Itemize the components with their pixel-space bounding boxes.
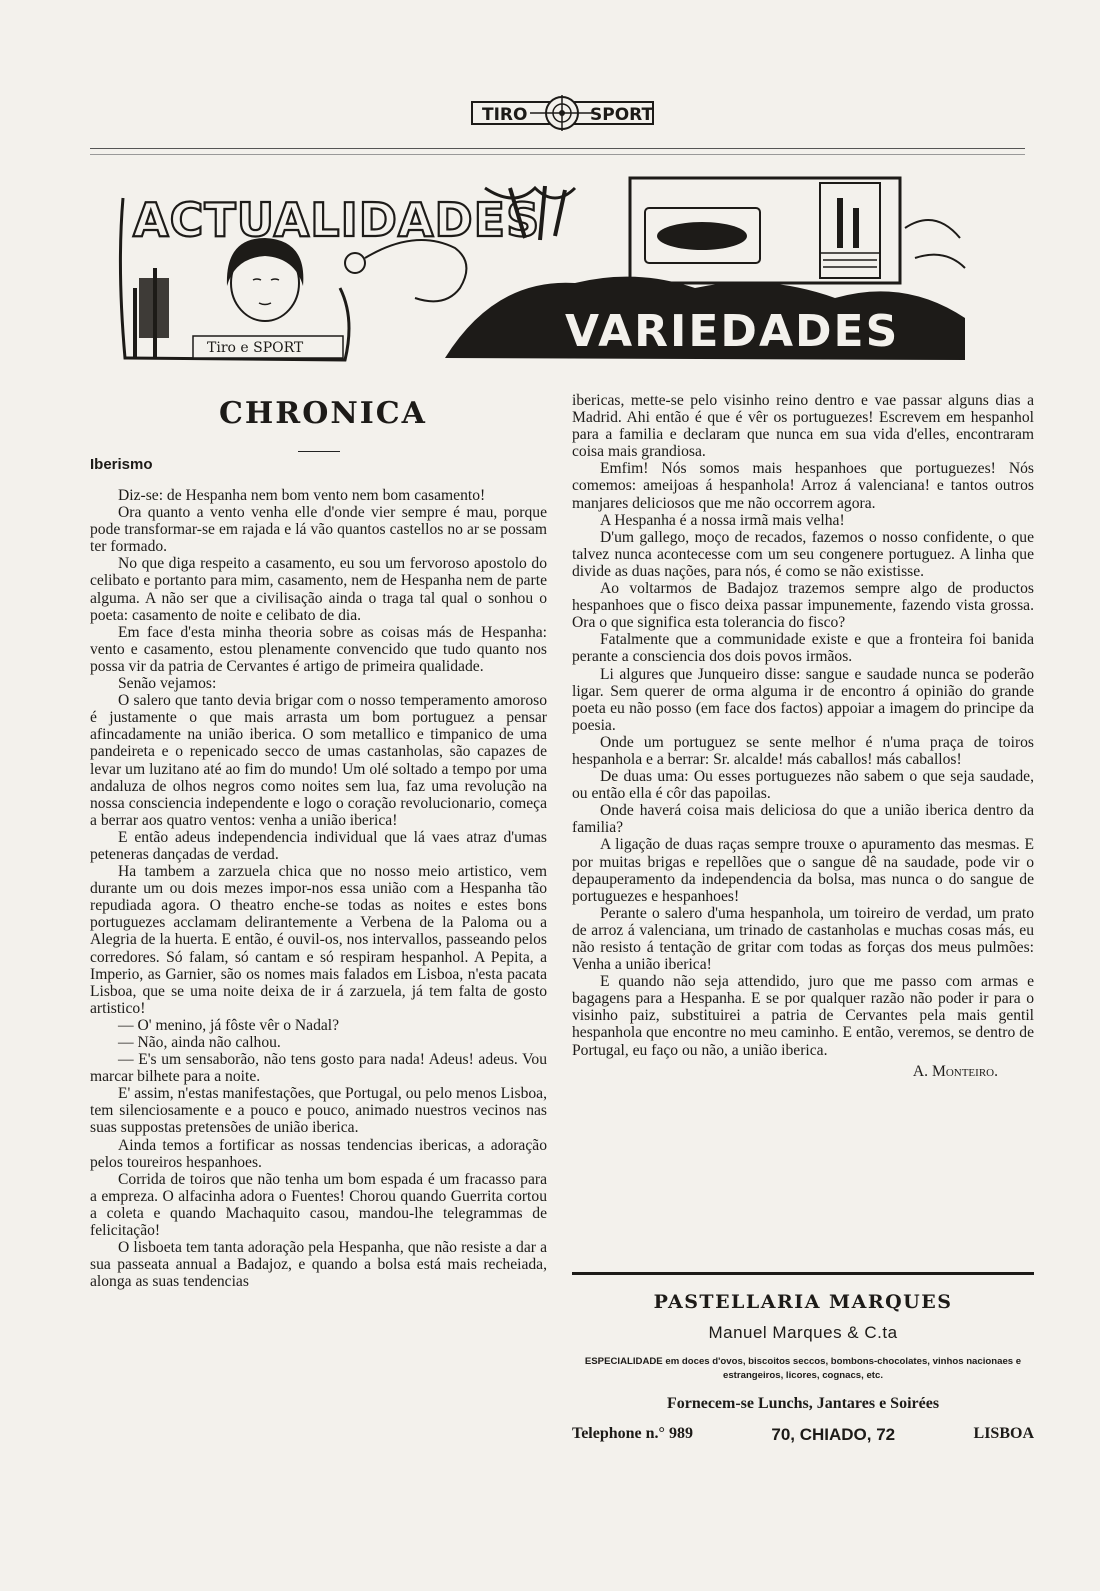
paragraph: O lisboeta tem tanta adoração pela Hespanha, que não resiste a dar a sua passeata annual a Badajoz, e quando a bolsa está mais recheiada, alonga as suas tendencias xyxy=(90,1239,547,1291)
paragraph: Em face d'esta minha theoria sobre as coisas más de Hespanha: vento e casamento, estou plenamente convencido que tudo quanto nos possa vir da patria de Cervantes é artigo de primeira qualidade. xyxy=(90,623,547,675)
advert-specialty: ESPECIALIDADE em doces d'ovos, biscoitos seccos, bombons-chocolates, vinhos nacionaes e estrangeiros, licores, cognacs, etc. xyxy=(584,1356,1022,1381)
svg-text:SPORT: SPORT xyxy=(590,105,654,125)
paragraph: A ligação de duas raças sempre trouxe o apuramento das mesmas. E por muitas brigas e repellões que o sangue dê na saudade, pode vir o depauperamento da independencia da bolsa, mas nunca o do sangue de portuguezes e hespanhoes! xyxy=(572,836,1034,905)
paragraph: Perante o salero d'uma hespanhola, um toireiro de verdad, um prato de arroz á valenciana, um trinado de castanholas e muchas cosas más, eu não resisto á tentação de gritar com todas as forças dos meus pulmões: Venha a união iberica! xyxy=(572,904,1034,974)
article-column-left xyxy=(90,487,547,1290)
advert-name: PASTELLARIA MARQUES xyxy=(653,1291,953,1313)
paragraph: Corrida de toiros que não tenha um bom espada é um fracasso para a empreza. O alfacinha adora o Fuentes! Chorou quando Guerrita cortou a coleta e quando Machaquito casou, mandou-lhe telegrammas de felicitação! xyxy=(90,1170,547,1240)
header-rule xyxy=(90,148,1025,149)
paragraph: Ora quanto a vento venha elle d'onde vier sempre é mau, porque pode transformar-se em rajada e lá vão quantos castellos no ar se possam ter formado. xyxy=(90,504,547,556)
paragraph: Onde um portuguez se sente melhor é n'uma praça de toiros hespanhola e a berrar: Sr. alcalde! más caballos! más caballos! xyxy=(572,733,1034,768)
section-banner-illustration xyxy=(115,168,975,386)
paragraph: ibericas, mette-se pelo visinho reino dentro e vae passar alguns dias a Madrid. Ahi então é que é vêr os portuguezes! Escrevem em hespanhol para a familia e declaram que nunca em sua vida d'elles, encontraram coisa mais grandiosa. xyxy=(572,392,1034,461)
banner-small-label: Tiro e SPORT xyxy=(207,340,304,356)
dialogue-line: — O' menino, já fôste vêr o Nadal? xyxy=(118,1016,340,1034)
paragraph: E quando não seja attendido, juro que me passo com armas e bagagens para a Hespanha. E se por qualquer razão não poder ir para o visinho paiz, substituirei a patria de Cervantes pela mais gentil hespanhola que encontre no meu caminho. E então, veremos, se dentro de Portugal, eu faço ou não, a união iberica. xyxy=(572,973,1034,1059)
masthead-logo xyxy=(470,92,655,134)
advertisement-box xyxy=(572,1272,1034,1445)
dialogue-line: — E's um sensaborão, não tens gosto para nada! Adeus! adeus. Vou marcar bilhete para a noite. xyxy=(90,1051,547,1086)
advert-rule xyxy=(572,1272,1034,1275)
paragraph: De duas uma: Ou esses portuguezes não sabem o que seja saudade, ou então ella é côr das papoilas. xyxy=(572,768,1034,803)
svg-text:TIRO: TIRO xyxy=(482,105,528,125)
paragraph: Emfim! Nós somos mais hespanhoes que portuguezes! Nós comemos: ameijoas á hespanhola! Arroz á valenciana! e tantos outros manjares deliciosos que me não occorrem agora. xyxy=(572,460,1034,512)
paragraph: Diz-se: de Hespanha nem bom vento nem bom casamento! xyxy=(118,487,486,504)
advert-contact-row xyxy=(572,1425,1034,1445)
paragraph: Onde haverá coisa mais deliciosa do que a união iberica dentro da familia? xyxy=(572,802,1034,837)
paragraph: Ainda temos a fortificar as nossas tendencias ibericas, a adoração pelos toureiros hespanhoes. xyxy=(90,1136,547,1171)
paragraph: Ha tambem a zarzuela chica que no nosso meio artistico, vem durante um ou dois mezes impor-nos essa união com a Hespanha tão repudiada agora. O theatro enche-se todas as noites e estes bons portuguezes acclamam delirantemente a Verbena de la Paloma ou a Alegria de la huerta. E então, é ouvil-os, nos intervallos, passeando pelos corredores. Só falam, só cantam e só respiram hespanhol. A Pepita, a Imperio, as Garnier, são os nomes mais falados em Lisboa, n'esta pacata Lisboa, que se uma noite deixa de ir á zarzuela, já tem falta de gosto artistico! xyxy=(90,863,547,1017)
paragraph: Senão vejamos: xyxy=(118,675,217,693)
banner-right-title: VARIEDADES xyxy=(565,306,900,357)
dialogue-line: — Não, ainda não calhou. xyxy=(118,1034,281,1051)
advert-phone: Telephone n.° 989 xyxy=(572,1425,693,1442)
advert-services: Fornecem-se Lunchs, Jantares e Soirées xyxy=(666,1395,940,1412)
paragraph: A Hespanha é a nossa irmã mais velha! xyxy=(600,511,845,529)
advert-address: 70, CHIADO, 72 xyxy=(771,1425,896,1444)
author-signature: A. Monteiro. xyxy=(912,1062,998,1080)
advert-owner: Manuel Marques & C.ta xyxy=(708,1323,898,1342)
title-divider xyxy=(298,451,340,452)
paragraph: D'um gallego, moço de recados, fazemos o nosso confidente, o que talvez nunca acontecesse com um seu congenere portuguez. A linha que divide as duas nações, para nós, é como se não existisse. xyxy=(572,528,1034,580)
article-subhead: Iberismo xyxy=(90,456,153,473)
paragraph: E então adeus independencia individual que lá vaes atraz d'umas peteneras dançadas de verdad. xyxy=(90,828,547,863)
article-column-right xyxy=(572,392,1034,1080)
paragraph: E' assim, n'estas manifestações, que Portugal, ou pelo menos Lisboa, tem silenciosamente e a pouco e pouco, animado nuestros vecinos nas suas suppostas pretensões de união iberica. xyxy=(90,1085,547,1137)
banner-left-title: ACTUALIDADES xyxy=(133,193,541,247)
paragraph: No que diga respeito a casamento, eu sou um fervoroso apostolo do celibato e portanto para mim, casamento, nem de Hespanha nem de parte alguma. A não ser que a civilisação ainda o traga tal qual o sonhou o poeta: casamento de noite e celibato de dia. xyxy=(90,555,547,624)
paragraph: O salero que tanto devia brigar com o nosso temperamento amoroso é justamente o que mais arrasta um bom portuguez a pensar afincadamente na união iberica. O som metallico e timpanico de uma pandeireta e o repenicado secco de umas castanholas, são capazes de levar um luzitano até ao fim do mundo! Um olé soltado a tempo por uma andaluza de olhos negros como noites sem lua, faz uma revolução na nossa consciencia independente e logo o coração revolucionario, começa a berrar aos quatro ventos: venha a união iberica! xyxy=(90,692,547,829)
header-rule-thin xyxy=(90,154,1025,155)
paragraph: Ao voltarmos de Badajoz trazemos sempre algo de productos hespanhoes que o fisco deixa passar impunemente, fazendo vista grossa. Ora o que significa esta tolerancia do fisco? xyxy=(572,580,1034,632)
article-title: CHRONICA xyxy=(219,396,427,431)
paragraph: Fatalmente que a communidade existe e que a fronteira foi banida perante a consciencia dos dois povos irmãos. xyxy=(572,631,1034,666)
advert-city: LISBOA xyxy=(973,1425,1034,1442)
paragraph: Li algures que Junqueiro disse: sangue e saudade nunca se poderão ligar. Sem querer de orma alguma ir de encontro á opinião do grande poeta eu não posso (em face dos factos) appoiar a imagem do principe da poesia. xyxy=(572,665,1034,734)
